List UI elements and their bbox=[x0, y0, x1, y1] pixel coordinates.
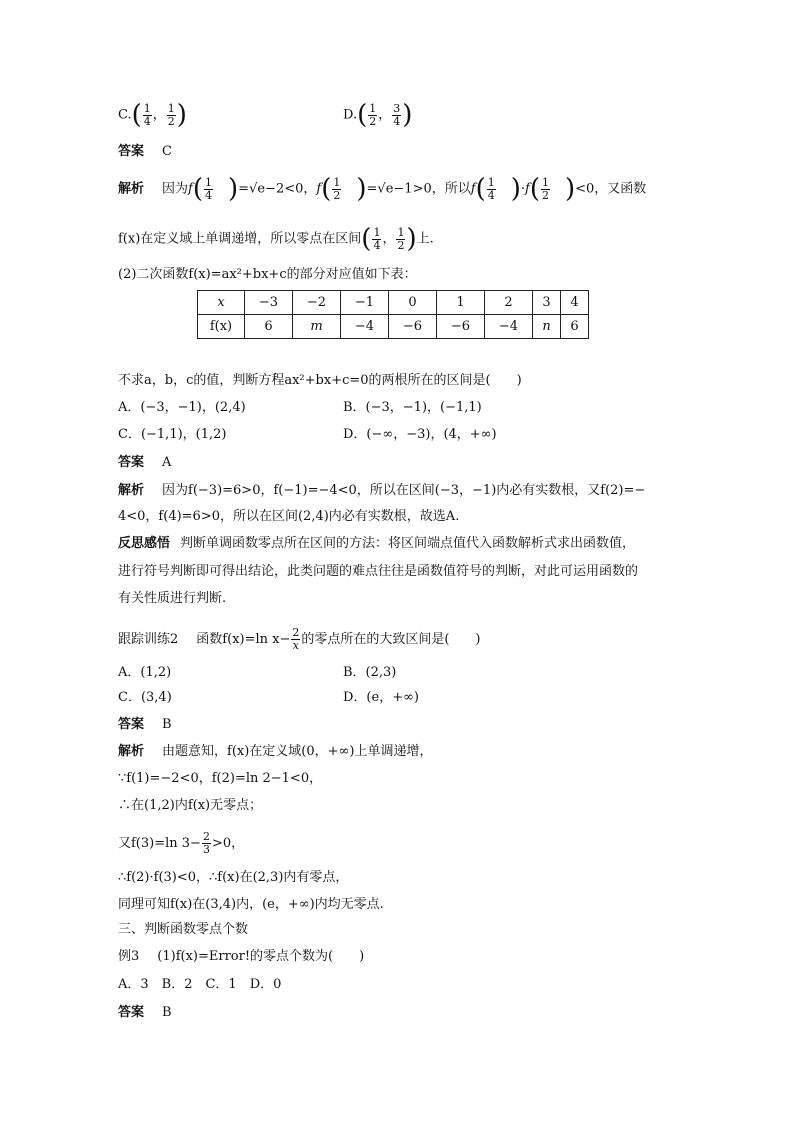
option-label: C. bbox=[118, 107, 132, 123]
text: 的零点所在的大致区间是( ) bbox=[301, 632, 481, 647]
answer-value: C bbox=[162, 144, 172, 159]
text: 上. bbox=[416, 231, 434, 247]
table-cell: 3 bbox=[533, 291, 561, 315]
fraction bbox=[368, 103, 377, 128]
reflect-label: 反思感悟 bbox=[118, 536, 171, 551]
section-heading bbox=[118, 921, 248, 939]
analysis-label: 解析 bbox=[118, 744, 145, 759]
text: 有关性质进行判断. bbox=[118, 591, 227, 606]
table-cell: 6 bbox=[561, 315, 589, 339]
paren-open: ( bbox=[357, 100, 368, 130]
option-d bbox=[343, 689, 419, 707]
text: A．3 B．2 C．1 D．0 bbox=[118, 977, 282, 992]
answer-value: A bbox=[162, 455, 172, 470]
analysis-label: 解析 bbox=[118, 483, 145, 498]
text: 函数f(x)=ln x− bbox=[196, 632, 291, 647]
text: B．(2,3) bbox=[343, 665, 397, 680]
reflect-line bbox=[118, 535, 635, 553]
table-cell: −1 bbox=[341, 291, 389, 315]
text: D．(e，+∞) bbox=[343, 690, 419, 705]
table-cell: 2 bbox=[485, 291, 533, 315]
table-cell: 6 bbox=[245, 315, 293, 339]
analysis-line bbox=[118, 482, 645, 500]
fraction bbox=[143, 103, 152, 128]
analysis-line: 解析 因为f( $\frac{1}{4}$ )=√e−2<0，f( $\frac{1}{2}$ )=√e−1>0，所以f( $\frac{1}{4}$ )·f( $\frac{1}{2}$ )<0，又函数 bbox=[118, 174, 647, 204]
paren-open: ( bbox=[131, 100, 142, 130]
analysis-label: 解析 bbox=[118, 181, 145, 197]
text: 由题意知，f(x)在定义域(0，+∞)上单调递增， bbox=[162, 744, 433, 759]
table-cell: f(x) bbox=[198, 315, 245, 339]
text: (2)二次函数f(x)=ax²+bx+c的部分对应值如下表： bbox=[118, 267, 417, 282]
text: e−1>0，所以 bbox=[385, 181, 471, 197]
text: C．(−1,1)，(1,2) bbox=[118, 427, 227, 442]
answer-line bbox=[118, 454, 171, 472]
fraction bbox=[202, 831, 211, 856]
text: = bbox=[238, 181, 250, 197]
text: >0， bbox=[211, 836, 245, 851]
question-text bbox=[118, 372, 522, 390]
fraction-numerator: 2 bbox=[292, 626, 300, 639]
text: f(x)在定义域上单调递增，所以零点在区间 bbox=[118, 231, 362, 247]
text: ∴f(2)·f(3)<0，∴f(x)在(2,3)内有零点， bbox=[118, 870, 349, 885]
text: B．(−3，−1)，(−1,1) bbox=[343, 400, 482, 415]
answer-line bbox=[118, 1004, 172, 1022]
text: e−2<0， bbox=[257, 181, 317, 197]
table-row bbox=[198, 315, 589, 339]
analysis-line-2 bbox=[118, 770, 322, 788]
table-cell: x bbox=[198, 291, 245, 315]
table-cell: m bbox=[293, 315, 341, 339]
fraction-denominator: 4 bbox=[143, 114, 151, 128]
text: 判断单调函数零点所在区间的方法：将区间端点值代入函数解析式求出函数值， bbox=[180, 536, 636, 551]
fraction-numerator: 1 bbox=[143, 101, 151, 115]
text: C．(3,4) bbox=[118, 690, 172, 705]
fraction-numerator: 2 bbox=[202, 830, 210, 843]
option-d bbox=[343, 426, 497, 444]
example-stem bbox=[118, 948, 364, 966]
option-b bbox=[343, 399, 482, 417]
paren-close: ) bbox=[176, 100, 187, 130]
text: 三、判断函数零点个数 bbox=[118, 922, 249, 937]
root-icon: √ bbox=[377, 181, 386, 197]
fraction-numerator: 1 bbox=[369, 101, 377, 115]
paren-close: ) bbox=[402, 100, 413, 130]
option-c bbox=[118, 102, 187, 128]
table-cell: 0 bbox=[389, 291, 437, 315]
reflect-line-2 bbox=[118, 563, 638, 581]
text: = bbox=[366, 181, 378, 197]
text: 同理可知f(x)在(3,4)内，(e，+∞)内均无零点. bbox=[118, 897, 384, 912]
separator: ， bbox=[152, 107, 166, 123]
fraction-denominator: 4 bbox=[393, 114, 401, 128]
example-options bbox=[118, 976, 281, 994]
option-a bbox=[118, 399, 246, 417]
table-cell: −6 bbox=[389, 315, 437, 339]
text: 进行符号判断即可得出结论，此类问题的难点往往是函数值符号的判断，对此可运用函数的 bbox=[118, 564, 639, 579]
root-icon: √ bbox=[249, 181, 258, 197]
analysis-line-5 bbox=[118, 869, 348, 887]
answer-line bbox=[118, 143, 172, 161]
option-b bbox=[343, 664, 396, 682]
separator: ， bbox=[378, 107, 392, 123]
fraction-numerator: 3 bbox=[393, 101, 401, 115]
answer-line bbox=[118, 716, 172, 734]
answer-value: B bbox=[162, 1005, 172, 1020]
table-cell: −4 bbox=[485, 315, 533, 339]
training-label: 跟踪训练2 bbox=[118, 632, 179, 647]
analysis-line-6 bbox=[118, 896, 384, 914]
analysis-line bbox=[118, 743, 432, 761]
text: 因为 bbox=[162, 181, 189, 197]
question-stem bbox=[118, 266, 417, 284]
option-d bbox=[343, 102, 412, 128]
fraction bbox=[167, 103, 176, 128]
analysis-line-3 bbox=[118, 797, 262, 815]
text: ∵f(1)=−2<0，f(2)=ln 2−1<0， bbox=[118, 771, 323, 786]
answer-value: B bbox=[162, 717, 172, 732]
text: 因为f(−3)=6>0，f(−1)=−4<0，所以在区间(−3，−1)内必有实数根，又f(2)=− bbox=[162, 483, 646, 498]
answer-label: 答案 bbox=[118, 1005, 145, 1020]
value-table bbox=[197, 290, 589, 339]
text: 又f(3)=ln 3− bbox=[118, 836, 201, 851]
reflect-line-3 bbox=[118, 590, 226, 608]
fraction bbox=[291, 627, 300, 652]
option-c bbox=[118, 689, 172, 707]
text: · bbox=[520, 181, 526, 197]
analysis-line-2: f(x)在定义域上单调递增，所以零点在区间( $\frac{1}{4}$ ， $\frac{1}{2}$ )上. bbox=[118, 224, 434, 254]
option-label: D. bbox=[343, 107, 358, 123]
table-cell: −6 bbox=[437, 315, 485, 339]
answer-label: 答案 bbox=[118, 144, 145, 159]
text: 不求a，b，c的值，判断方程ax²+bx+c=0的两根所在的区间是( ) bbox=[118, 373, 522, 388]
analysis-line-2 bbox=[118, 508, 459, 526]
table-cell: −3 bbox=[245, 291, 293, 315]
table-cell: −2 bbox=[293, 291, 341, 315]
fraction-denominator: x bbox=[292, 639, 299, 652]
text: 4<0，f(4)=6>0，所以在区间(2,4)内必有实数根，故选A. bbox=[118, 509, 460, 524]
table-row bbox=[198, 291, 589, 315]
table-cell: 1 bbox=[437, 291, 485, 315]
text: <0，又函数 bbox=[575, 181, 647, 197]
text: ∴在(1,2)内f(x)无零点； bbox=[118, 798, 263, 813]
fraction-numerator: 1 bbox=[167, 101, 175, 115]
text: D．(−∞，−3)，(4，+∞) bbox=[343, 427, 497, 442]
analysis-line-4 bbox=[118, 831, 244, 856]
training-stem bbox=[118, 627, 481, 652]
text: (1)f(x)=Error!的零点个数为( ) bbox=[157, 949, 365, 964]
example-label: 例3 bbox=[118, 949, 140, 964]
option-c bbox=[118, 426, 226, 444]
fraction-denominator: 3 bbox=[202, 843, 210, 856]
text: A．(−3，−1)，(2,4) bbox=[118, 400, 246, 415]
text: A．(1,2) bbox=[118, 665, 172, 680]
table-cell: −4 bbox=[341, 315, 389, 339]
fraction-denominator: 2 bbox=[167, 114, 175, 128]
fraction bbox=[392, 103, 401, 128]
answer-label: 答案 bbox=[118, 717, 145, 732]
table-cell: n bbox=[533, 315, 561, 339]
option-a bbox=[118, 664, 171, 682]
table-cell: 4 bbox=[561, 291, 589, 315]
answer-label: 答案 bbox=[118, 455, 145, 470]
fraction-denominator: 2 bbox=[369, 114, 377, 128]
